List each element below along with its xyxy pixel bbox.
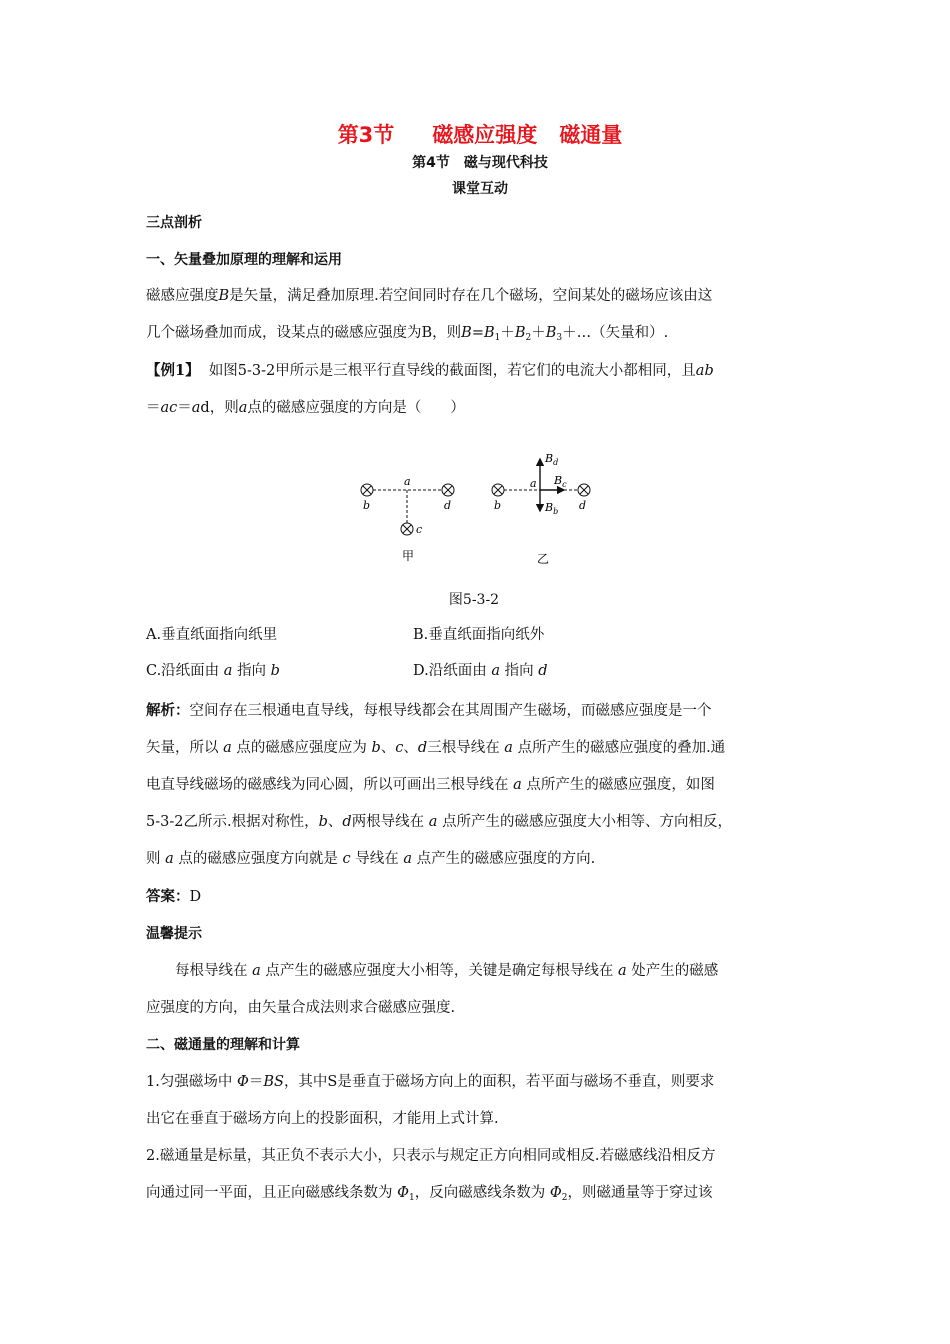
example-1: 【例1】 如图5-3-2甲所示是三根平行直导线的截面图，若它们的电流大小都相同，且ab ＝ac＝ad，则a点的磁感应强度的方向是（ ） (146, 362, 714, 416)
wire-d-right (578, 484, 590, 496)
text: 则 (146, 851, 161, 867)
example-tag: 【例1】 (146, 362, 200, 379)
text: 点所产生的磁感应强度，如图 (526, 777, 715, 793)
text: D.沿纸面由 (413, 663, 487, 679)
subtitle-section-4: 第4节 (412, 155, 450, 171)
text: 指向 (237, 663, 267, 679)
text: 导线在 (355, 851, 399, 867)
subtitle-topic: 磁与现代科技 (463, 155, 548, 171)
text: 每根导线在 (175, 963, 248, 979)
formula-sum: B (461, 325, 472, 341)
text: 点所产生的磁感应强度大小相等、方向相反， (442, 814, 733, 830)
formula-part: B (514, 325, 526, 341)
heading-magnetic-flux: 二、磁通量的理解和计算 (146, 1037, 300, 1053)
text: 电直导线磁场的磁感线为同心圆，所以可画出三根导线在 (146, 777, 509, 793)
title-topic-2: 磁通量 (559, 123, 623, 147)
paragraph-superposition: 磁感应强度B是矢量，满足叠加原理.若空间同时存在几个磁场，空间某处的磁场应该由这 几个磁场叠加而成，设某点的磁感应强度为B，则$B=B_1+B_2+B_3+\dots$（矢量和）. (146, 288, 713, 343)
text: ，反向磁感线条数为 (414, 1185, 546, 1201)
text: 点产生的磁感应强度的方向. (416, 851, 596, 867)
label-a-left: a (404, 475, 411, 488)
formula-flux: Φ (236, 1074, 249, 1090)
text: 1.匀强磁场中 (146, 1074, 233, 1090)
figure-5-3-2 (146, 427, 814, 585)
label-yi: 乙 (537, 552, 550, 566)
wire-b-right (492, 484, 504, 496)
label-d-right: d (579, 499, 587, 512)
text: 磁感应强度 (146, 288, 219, 304)
text: 出它在垂直于磁场方向上的投影面积，才能用上式计算. (146, 1111, 499, 1127)
wire-b-left (361, 484, 373, 496)
option-c[interactable]: C.沿纸面由 a 指向 b (146, 663, 280, 679)
symbol-b: B (218, 288, 230, 304)
text: 2.磁通量是标量，其正负不表示大小，只表示与规定正方向相同或相反.若磁感线沿相反方 (146, 1148, 716, 1164)
figure-left (361, 475, 454, 563)
text: 点的磁感应强度应为 (236, 740, 367, 756)
label-bb: $B_b$ (545, 501, 559, 516)
text: ，其中S是垂直于磁场方向上的面积，若平面与磁场不垂直，则要求 (283, 1074, 715, 1090)
section-title: 课堂互动 (452, 181, 508, 197)
text: 指向 (504, 663, 534, 679)
text: ，则磁通量等于穿过该 (567, 1185, 713, 1201)
answer-value: D (189, 889, 202, 905)
page-title (146, 120, 814, 150)
flux-item-2: 2.磁通量是标量，其正负不表示大小，只表示与规定正方向相同或相反.若磁感线沿相反方 向通过同一平面，且正向磁感线条数为 $\Phi_1$，反向磁感线条数为 $\Phi_2$，则磁通量等于穿过该 (146, 1148, 716, 1203)
text: 矢量，所以 (146, 740, 219, 756)
text: 点产生的磁感应强度大小相等，关键是确定每根导线在 (265, 963, 614, 979)
figure-caption: 图5-3-2 (448, 592, 500, 608)
title-topic-1: 磁感应强度 (432, 123, 538, 147)
answer-line (146, 878, 814, 916)
label-b-left: b (363, 499, 371, 512)
wire-c-left (401, 523, 413, 535)
label-jia: 甲 (402, 549, 415, 563)
label-a-right: a (530, 477, 537, 490)
option-d[interactable]: D.沿纸面由 a 指向 d (413, 663, 548, 679)
heading-main: 三点剖析 (146, 215, 202, 231)
options-row-2 (146, 653, 814, 689)
answer-label: 答案： (146, 888, 190, 905)
wire-d-left (442, 484, 454, 496)
page-subtitle (146, 150, 814, 176)
text: 如图5-3-2甲所示是三根平行直导线的截面图，若它们的电流大小都相同，且 (208, 363, 696, 379)
tip-paragraph: 每根导线在 a 点产生的磁感应强度大小相等，关键是确定每根导线在 a 处产生的磁感 应强度的方向，由矢量合成法则求合磁感应强度. (146, 963, 719, 1016)
text: 应强度的方向，由矢量合成法则求合磁感应强度. (146, 1000, 456, 1016)
text: 点所产生的磁感应强度的叠加.通 (517, 740, 726, 756)
label-b-right: b (494, 499, 502, 512)
label-bd: $B_d$ (545, 452, 559, 467)
text: 是矢量，满足叠加原理.若空间同时存在几个磁场，空间某处的磁场应该由这 (229, 288, 713, 304)
document-page (146, 120, 814, 1212)
analysis-label: 解析： (146, 702, 190, 719)
wire-cross-section-diagram (146, 427, 814, 585)
text: 向通过同一平面，且正向磁感线条数为 (146, 1185, 393, 1201)
text: 空间存在三根通电直导线，每根导线都会在其周围产生磁场，而磁感应强度是一个 (189, 703, 712, 719)
label-d-left: d (444, 499, 452, 512)
option-b[interactable]: B.垂直纸面指向纸外 (413, 627, 545, 643)
tip-heading: 温馨提示 (146, 926, 202, 942)
flux-item-1: 1.匀强磁场中 Φ＝BS，其中S是垂直于磁场方向上的面积，若平面与磁场不垂直，则要求 出它在垂直于磁场方向上的投影面积，才能用上式计算. (146, 1074, 715, 1127)
text: 处产生的磁感 (631, 963, 719, 979)
title-section-3: 第3节 (337, 123, 395, 147)
text: 点的磁感应强度方向就是 (178, 851, 338, 867)
text: C.沿纸面由 (146, 663, 220, 679)
text: 几个磁场叠加而成，设某点的磁感应强度为B，则 (146, 325, 462, 341)
label-bc: $B_c$ (554, 474, 567, 489)
options-row-1 (146, 617, 814, 653)
text: 5-3-2乙所示.根据对称性， (146, 814, 319, 830)
option-a[interactable]: A.垂直纸面指向纸里 (146, 627, 278, 643)
text: 点的磁感应强度的方向是（ ） (247, 400, 465, 416)
label-c-left: c (416, 523, 423, 536)
text: （矢量和）. (591, 325, 669, 341)
text: 两根导线在 (351, 814, 425, 830)
analysis-paragraph: 解析：空间存在三根通电直导线，每根导线都会在其周围产生磁场，而磁感应强度是一个 矢量，所以 a 点的磁感应强度应为 b、c、d三根导线在 a 点所产生的磁感应强度的叠加.通 电直导线磁场的磁感线为同心圆，所以可画出三根导线在 a 点所产生的磁感应强度，如图 5-3-2乙所示.根据对称性，b、d两根导线在 a 点所产生的磁感应强度大小相等、方向相反， 则 a 点的磁感应强度方向就是 c 导线在 a 点产生的磁感应强度的方向. (146, 702, 733, 867)
formula-part: B (545, 325, 557, 341)
formula-part: B (483, 325, 495, 341)
figure-right (492, 452, 590, 566)
text: ，则 (209, 400, 239, 416)
text: 三根导线在 (427, 740, 500, 756)
heading-vector-superposition: 一、矢量叠加原理的理解和运用 (146, 252, 342, 268)
